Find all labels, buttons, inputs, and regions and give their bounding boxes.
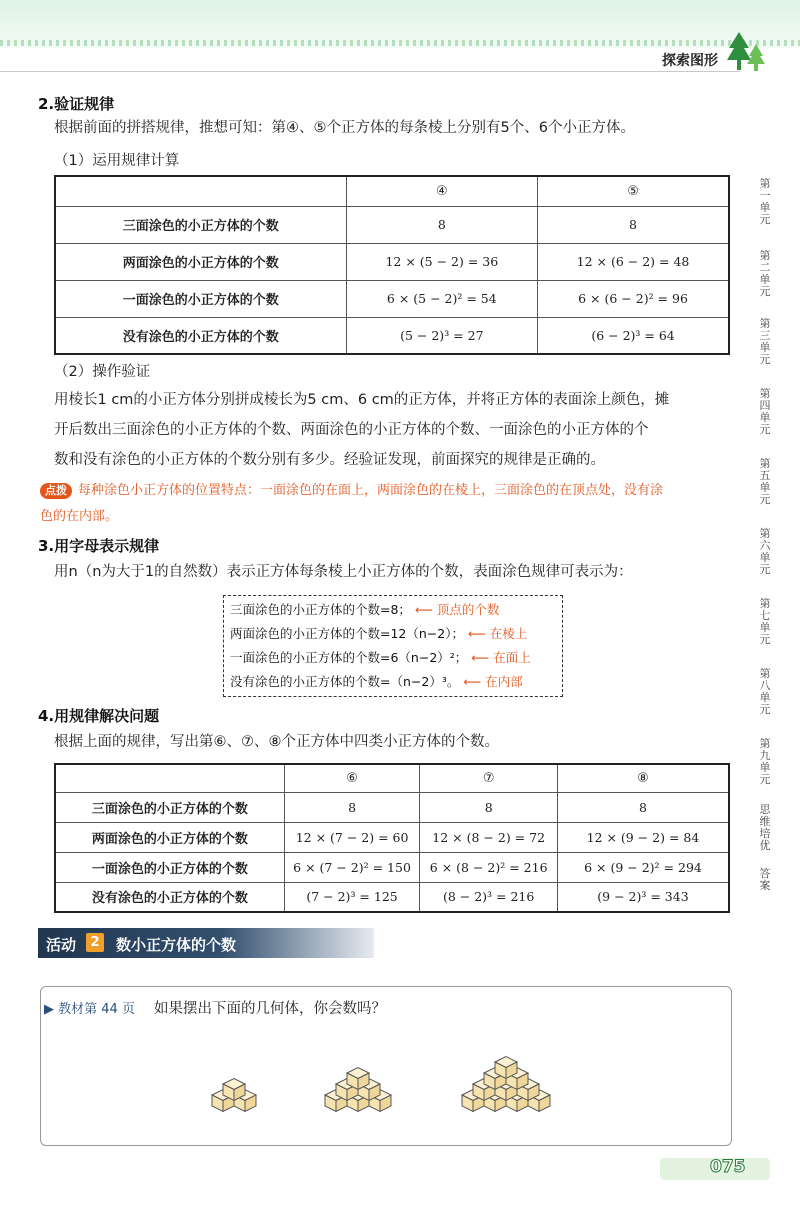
table-cell: 8 bbox=[346, 206, 537, 243]
table-cell: 一面涂色的小正方体的个数 bbox=[55, 852, 284, 882]
rule-note-text: 在内部 bbox=[485, 674, 523, 689]
rule-text: 一面涂色的小正方体的个数=6（n−2）²； bbox=[230, 650, 468, 665]
paragraph: 用n（n为大于1的自然数）表示正方体每条棱上小正方体的个数，表面涂色规律可表示为： bbox=[54, 564, 633, 580]
table-header: ⑧ bbox=[557, 764, 729, 792]
rule-line bbox=[230, 600, 499, 618]
section-heading: 2.验证规律 bbox=[38, 95, 115, 113]
table-cell: 12 × (8 − 2) = 72 bbox=[420, 822, 558, 852]
table-cell: 12 × (6 − 2) = 48 bbox=[538, 243, 729, 280]
table-cell: 没有涂色的小正方体的个数 bbox=[55, 317, 346, 354]
table-header: ⑦ bbox=[420, 764, 558, 792]
sidebar-item-unit[interactable]: 思 维 培 优 bbox=[759, 803, 771, 852]
table-cell: 两面涂色的小正方体的个数 bbox=[55, 243, 346, 280]
table-cell: (8 − 2)³ = 216 bbox=[420, 882, 558, 912]
table-cell: 12 × (9 − 2) = 84 bbox=[557, 822, 729, 852]
table-cell: 三面涂色的小正方体的个数 bbox=[55, 792, 284, 822]
table-header: ④ bbox=[346, 176, 537, 206]
rule-line bbox=[230, 672, 523, 690]
table-cell: 6 × (8 − 2)² = 216 bbox=[420, 852, 558, 882]
rule-note-text: 顶点的个数 bbox=[436, 602, 500, 617]
sidebar-item-unit[interactable]: 第 五 单 元 bbox=[759, 457, 771, 506]
paragraph-line: 数和没有涂色的小正方体的个数分别有多少。经验证发现，前面探究的规律是正确的。 bbox=[54, 452, 605, 468]
table-cell: 6 × (7 − 2)² = 150 bbox=[284, 852, 420, 882]
table-cell: 8 bbox=[538, 206, 729, 243]
table-cell: 6 × (5 − 2)² = 54 bbox=[346, 280, 537, 317]
sidebar-item-unit[interactable]: 第 二 单 元 bbox=[759, 249, 771, 298]
sidebar-item-unit[interactable]: 第 七 单 元 bbox=[759, 597, 771, 646]
cube bbox=[347, 1068, 369, 1090]
table-1 bbox=[54, 175, 730, 355]
sidebar-item-unit[interactable]: 第 九 单 元 bbox=[759, 737, 771, 786]
rule-note: ⟵ 在棱上 bbox=[467, 626, 528, 641]
textbook-reference bbox=[44, 998, 135, 1017]
table-cell: 6 × (6 − 2)² = 96 bbox=[538, 280, 729, 317]
table-cell: 三面涂色的小正方体的个数 bbox=[55, 206, 346, 243]
activity-number: 2 bbox=[86, 933, 104, 952]
sidebar-item-unit[interactable]: 第 三 单 元 bbox=[759, 317, 771, 366]
table-header: ⑤ bbox=[538, 176, 729, 206]
tree-icon bbox=[725, 30, 765, 74]
table-header bbox=[55, 764, 284, 792]
sidebar-item-unit[interactable]: 第 一 单 元 bbox=[759, 177, 771, 226]
table-cell: (7 − 2)³ = 125 bbox=[284, 882, 420, 912]
table-2 bbox=[54, 763, 730, 913]
rule-note: ⟵ 在面上 bbox=[471, 650, 531, 665]
cube-figures bbox=[40, 1020, 730, 1140]
sidebar-item-unit[interactable]: 第 六 单 元 bbox=[759, 527, 771, 576]
table-cell: (6 − 2)³ = 64 bbox=[538, 317, 729, 354]
header-rule bbox=[0, 71, 740, 72]
top-dots bbox=[0, 40, 800, 46]
subheading: （1）运用规律计算 bbox=[54, 153, 180, 169]
rule-line bbox=[230, 648, 531, 666]
tip-text: 每种涂色小正方体的位置特点：一面涂色的在面上，两面涂色的在棱上，三面涂色的在顶点处，没有涂 bbox=[78, 483, 664, 498]
rule-note: ⟵ 顶点的个数 bbox=[414, 602, 500, 617]
table-cell: 8 bbox=[557, 792, 729, 822]
example-question: 如果摆出下面的几何体，你会数吗？ bbox=[154, 1001, 386, 1017]
rule-note-text: 在棱上 bbox=[489, 626, 528, 641]
cube bbox=[223, 1079, 245, 1101]
table-cell: 6 × (9 − 2)² = 294 bbox=[557, 852, 729, 882]
sidebar-item-unit[interactable]: 第 八 单 元 bbox=[759, 667, 771, 716]
tip-note bbox=[40, 478, 730, 530]
cube bbox=[495, 1057, 517, 1079]
sidebar-item-unit[interactable]: 答 案 bbox=[759, 867, 771, 892]
rule-box bbox=[223, 595, 563, 697]
page-number: 075 bbox=[710, 1157, 746, 1177]
table-cell: (9 − 2)³ = 343 bbox=[557, 882, 729, 912]
rule-text: 三面涂色的小正方体的个数=8； bbox=[230, 602, 411, 617]
table-cell: 8 bbox=[420, 792, 558, 822]
triangle-icon: ▶ bbox=[44, 1002, 59, 1017]
table-header bbox=[55, 176, 346, 206]
table-cell: 12 × (7 − 2) = 60 bbox=[284, 822, 420, 852]
table-cell: 两面涂色的小正方体的个数 bbox=[55, 822, 284, 852]
paragraph: 根据上面的规律，写出第⑥、⑦、⑧个正方体中四类小正方体的个数。 bbox=[54, 734, 499, 750]
textbook-reference-text: 教材第 44 页 bbox=[58, 1002, 135, 1017]
rule-text: 两面涂色的小正方体的个数=12（n−2）； bbox=[230, 626, 464, 641]
rule-line bbox=[230, 624, 527, 642]
paragraph: 根据前面的拼搭规律，推想可知：第④、⑤个正方体的每条棱上分别有5个、6个小正方体。 bbox=[54, 120, 635, 136]
table-cell: 12 × (5 − 2) = 36 bbox=[346, 243, 537, 280]
chapter-title: 探索图形 bbox=[662, 53, 718, 69]
table-cell: (5 − 2)³ = 27 bbox=[346, 317, 537, 354]
subheading: （2）操作验证 bbox=[54, 364, 151, 380]
tip-badge: 点拨 bbox=[40, 483, 72, 499]
rule-note-text: 在面上 bbox=[493, 650, 531, 665]
activity-title: 数小正方体的个数 bbox=[116, 936, 237, 954]
section-heading: 4.用规律解决问题 bbox=[38, 707, 160, 725]
table-cell: 一面涂色的小正方体的个数 bbox=[55, 280, 346, 317]
paragraph-line: 用棱长1 cm的小正方体分别拼成棱长为5 cm、6 cm的正方体，并将正方体的表面涂上颜色，摊 bbox=[54, 392, 670, 408]
activity-label: 活动 bbox=[46, 936, 77, 954]
tip-text: 色的在内部。 bbox=[40, 509, 119, 524]
table-header: ⑥ bbox=[284, 764, 420, 792]
section-heading: 3.用字母表示规律 bbox=[38, 537, 160, 555]
sidebar-item-unit[interactable]: 第 四 单 元 bbox=[759, 387, 771, 436]
rule-note: ⟵ 在内部 bbox=[463, 674, 523, 689]
paragraph-line: 开后数出三面涂色的小正方体的个数、两面涂色的小正方体的个数、一面涂色的小正方体的个 bbox=[54, 422, 649, 438]
table-cell: 没有涂色的小正方体的个数 bbox=[55, 882, 284, 912]
table-cell: 8 bbox=[284, 792, 420, 822]
rule-text: 没有涂色的小正方体的个数=（n−2）³。 bbox=[230, 674, 460, 689]
